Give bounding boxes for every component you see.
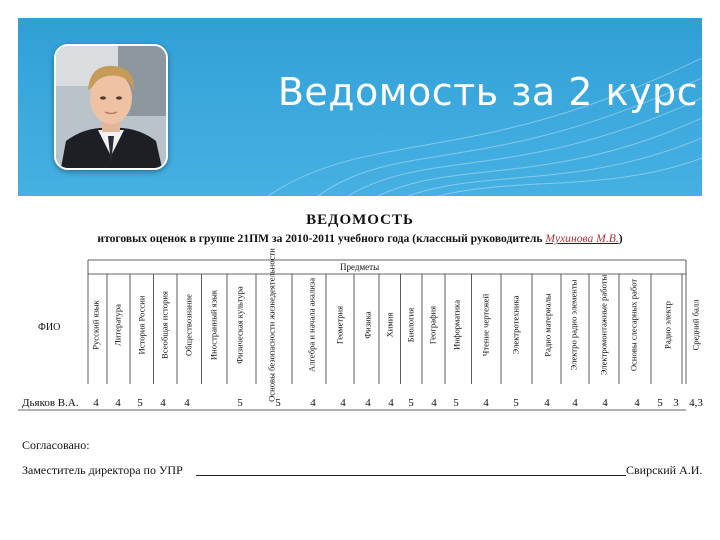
deputy-name: Свирский А.И. [626, 463, 703, 477]
grade-sheet-document [0, 200, 720, 540]
grade-cell: 3 [673, 397, 679, 409]
subject-column-header [360, 276, 376, 374]
subject-column-header [157, 276, 173, 374]
subject-column-header [449, 276, 465, 374]
subject-name: Физика [362, 311, 373, 339]
agreed-label: Согласовано: [22, 438, 90, 452]
grade-cell: 5 [275, 397, 281, 409]
grade-cell: 5 [453, 397, 459, 409]
subject-column-header [540, 276, 556, 374]
subtitle-prefix: итоговых оценок в группе 21ПМ за 2010-2011 учебного года (классный руководитель [97, 232, 543, 245]
grade-cell: 4 [544, 397, 550, 409]
grade-cell: 5 [237, 397, 243, 409]
subject-column-header [626, 276, 642, 374]
grade-cell: 4,3 [689, 397, 703, 409]
subject-name: Радио материалы [542, 293, 553, 357]
grade-cell: 4 [483, 397, 489, 409]
grade-cell: 4 [431, 397, 437, 409]
subject-name: Радио электр [662, 301, 673, 349]
subject-name: Химия [384, 312, 395, 338]
subject-column-header [264, 248, 280, 402]
slide-title: Ведомость за 2 курс [277, 70, 698, 114]
subject-name: Геометрия [334, 305, 345, 345]
grade-cell: 4 [340, 397, 346, 409]
subject-column-header [88, 276, 104, 374]
grade-cell: 4 [388, 397, 394, 409]
subject-name: Электро радио элементы [568, 279, 579, 371]
subject-name: Физическая культура [234, 286, 245, 364]
grade-cell: 5 [657, 397, 663, 409]
subject-name: Основы слесарных работ [628, 278, 639, 372]
subject-column-header [206, 276, 222, 374]
document-title: ВЕДОМОСТЬ [306, 212, 414, 228]
grade-cell: 4 [634, 397, 640, 409]
fio-header: ФИО [38, 322, 61, 333]
grade-cell: 5 [513, 397, 519, 409]
subject-column-header [425, 276, 441, 374]
subject-column-header [596, 276, 612, 374]
subject-column-header [660, 276, 676, 374]
subtitle-suffix: ) [618, 232, 623, 245]
subject-name: Информатика [451, 299, 462, 351]
deputy-label: Заместитель директора по УПР [22, 463, 183, 477]
subject-column-header [508, 276, 524, 374]
student-name: Дьяков В.А. [22, 397, 79, 409]
grade-cell: 4 [572, 397, 578, 409]
grade-cell: 4 [160, 397, 166, 409]
subject-column-header [134, 276, 150, 374]
slide-header-banner [18, 18, 702, 196]
grade-cell: 4 [310, 397, 316, 409]
subject-name: Литература [112, 304, 123, 346]
subject-name: Обществознание [183, 294, 194, 356]
grade-cell: 5 [408, 397, 414, 409]
grade-cell: 4 [365, 397, 371, 409]
subject-column-header [688, 276, 704, 374]
subject-column-header [566, 276, 582, 374]
subject-name: Алгебра и начала анализа [306, 277, 317, 373]
subjects-header: Предметы [340, 262, 380, 272]
student-photo [54, 44, 168, 170]
subject-column-header [181, 276, 197, 374]
grade-cell: 4 [602, 397, 608, 409]
subject-name: Биология [405, 307, 416, 343]
student-portrait-icon [56, 46, 166, 168]
grade-cell: 4 [93, 397, 99, 409]
subject-name: Электротехника [510, 295, 521, 355]
subject-name: Иностранный язык [208, 289, 219, 361]
subject-column-header [110, 276, 126, 374]
subject-column-header [382, 276, 398, 374]
grade-cell: 4 [184, 397, 190, 409]
subject-column-header [232, 276, 248, 374]
subject-column-header [403, 276, 419, 374]
subject-name: Электромонтажные работы [598, 274, 609, 376]
subject-column-header [304, 276, 320, 374]
subject-name: Средний балл [690, 299, 701, 351]
grade-cell: 4 [115, 397, 121, 409]
subject-name: Русский язык [90, 300, 101, 350]
teacher-name: Мухинова М.В. [545, 232, 619, 245]
subject-column-header [478, 276, 494, 374]
subject-name: Всеобщая история [159, 291, 170, 359]
subject-name: Основы безопасности жизнедеятельности [266, 248, 277, 402]
subject-name: История России [136, 295, 147, 355]
grade-cell: 5 [137, 397, 143, 409]
signature-line [196, 475, 626, 476]
subject-name: Чтение чертежей [480, 293, 491, 357]
subject-name: География [427, 305, 438, 345]
subject-column-header [332, 276, 348, 374]
